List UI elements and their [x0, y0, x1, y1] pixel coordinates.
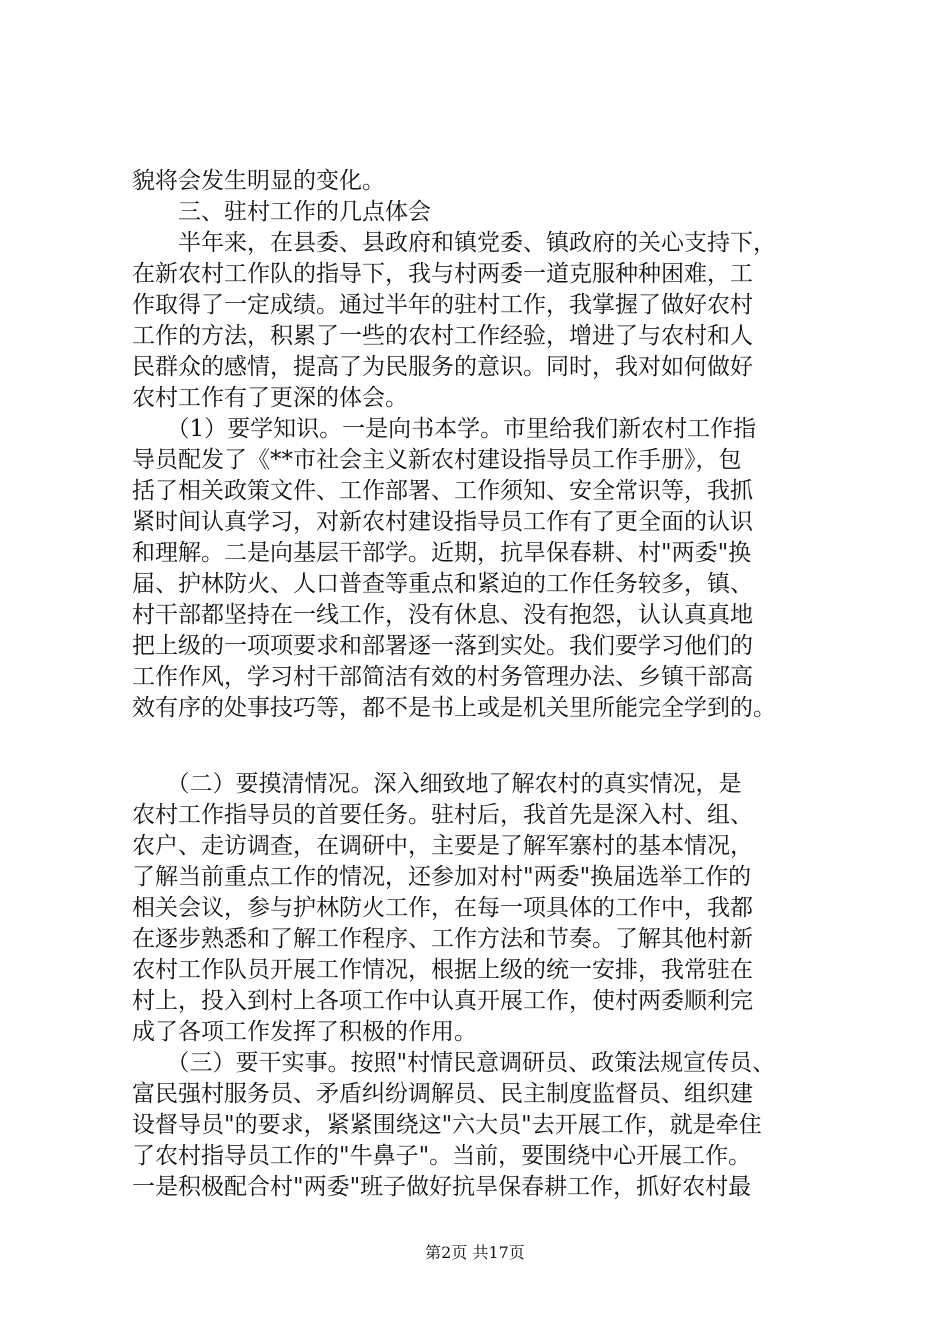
- text-line: 在逐步熟悉和了解工作程序、工作方法和节奏。了解其他村新: [132, 926, 753, 952]
- text-line: 工作作风，学习村干部简洁有效的村务管理办法、乡镇干部高: [132, 664, 753, 690]
- text-line: 把上级的一项项要求和部署逐一落到实处。我们要学习他们的: [132, 633, 753, 659]
- text-line: 村上，投入到村上各项工作中认真开展工作，使村两委顺利完: [132, 988, 753, 1014]
- page-footer: 第2页 共17页: [425, 1243, 525, 1262]
- text-line: 作取得了一定成绩。通过半年的驻村工作，我掌握了做好农村: [132, 292, 753, 318]
- text-line: 富民强村服务员、矛盾纠纷调解员、民主制度监督员、组织建: [132, 1081, 753, 1107]
- text-line: 农村工作有了更深的体会。: [132, 385, 408, 411]
- text-line: 括了相关政策文件、工作部署、工作须知、安全常识等，我抓: [132, 478, 753, 504]
- text-line: 成了各项工作发挥了积极的作用。: [132, 1019, 477, 1045]
- text-line: 半年来，在县委、县政府和镇党委、镇政府的关心支持下，: [132, 230, 776, 256]
- paragraph-block: [132, 166, 847, 724]
- text-line: 导员配发了《**市社会主义新农村建设指导员工作手册》，包: [132, 447, 742, 473]
- text-line: （二）要摸清情况。深入细致地了解农村的真实情况，是: [132, 771, 742, 797]
- text-line: 工作的方法，积累了一些的农村工作经验，增进了与农村和人: [132, 323, 753, 349]
- text-line: 三、驻村工作的几点体会: [132, 199, 431, 225]
- document-body: [132, 166, 847, 1203]
- text-line: 村干部都坚持在一线工作，没有休息、没有抱怨，认认真真地: [132, 602, 753, 628]
- paragraph-gap: [132, 724, 847, 769]
- text-line: 相关会议，参与护林防火工作，在每一项具体的工作中，我都: [132, 895, 753, 921]
- text-line: 貌将会发生明显的变化。: [132, 168, 385, 194]
- text-line: 了农村指导员工作的"牛鼻子"。当前，要围绕中心开展工作。: [132, 1143, 752, 1169]
- text-line: 农村工作指导员的首要任务。驻村后，我首先是深入村、组、: [132, 802, 753, 828]
- text-line: 农户、走访调查，在调研中，主要是了解军寨村的基本情况，: [132, 833, 753, 859]
- text-line: 和理解。二是向基层干部学。近期，抗旱保春耕、村"两委"换: [132, 540, 752, 566]
- text-line: 了解当前重点工作的情况，还参加对村"两委"换届选举工作的: [132, 864, 752, 890]
- text-line: 效有序的处事技巧等，都不是书上或是机关里所能完全学到的。: [132, 695, 776, 721]
- paragraph-block: [132, 769, 847, 1203]
- text-line: 农村工作队员开展工作情况，根据上级的统一安排，我常驻在: [132, 957, 753, 983]
- text-line: 民群众的感情，提高了为民服务的意识。同时，我对如何做好: [132, 354, 753, 380]
- text-line: 设督导员"的要求，紧紧围绕这"六大员"去开展工作，就是牵住: [132, 1112, 762, 1138]
- text-line: 一是积极配合村"两委"班子做好抗旱保春耕工作，抓好农村最: [132, 1174, 752, 1200]
- text-line: （1）要学知识。一是向书本学。市里给我们新农村工作指: [132, 416, 757, 442]
- text-line: （三）要干实事。按照"村情民意调研员、政策法规宣传员、: [132, 1050, 776, 1076]
- text-line: 届、护林防火、人口普查等重点和紧迫的工作任务较多，镇、: [132, 571, 753, 597]
- text-line: 在新农村工作队的指导下，我与村两委一道克服种种困难，工: [132, 261, 753, 287]
- text-line: 紧时间认真学习，对新农村建设指导员工作有了更全面的认识: [132, 509, 753, 535]
